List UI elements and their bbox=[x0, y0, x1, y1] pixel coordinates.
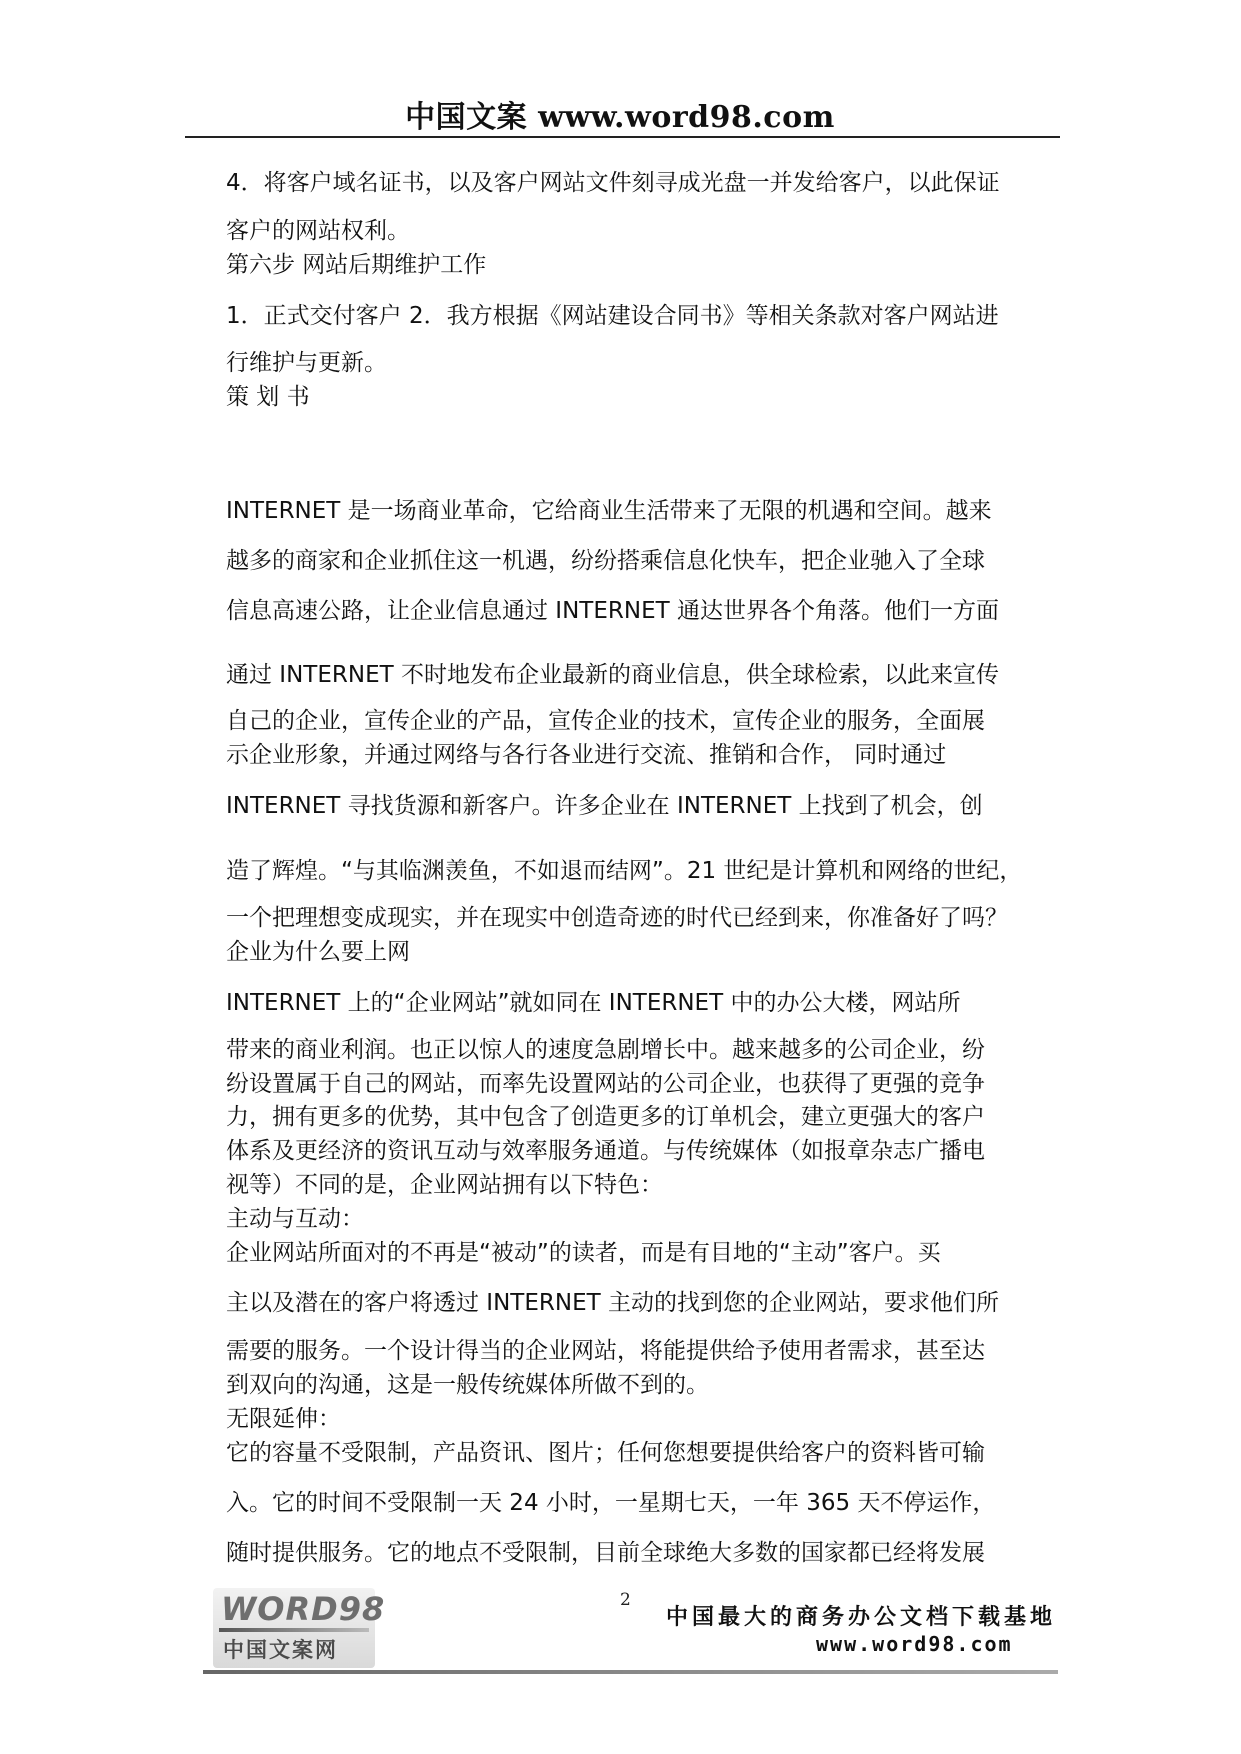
section-heading: 无限延伸： bbox=[226, 1406, 341, 1432]
body-line: 随时提供服务。它的地点不受限制，目前全球绝大多数的国家都已经将发展 bbox=[226, 1540, 985, 1566]
footer-url: www.word98.com bbox=[816, 1632, 1013, 1656]
section-heading: 策 划 书 bbox=[226, 384, 310, 410]
body-line: 造了辉煌。“与其临渊羡鱼，不如退而结网”。21 世纪是计算机和网络的世纪， bbox=[226, 858, 1023, 884]
logo-bar bbox=[219, 1628, 369, 1632]
body-line: INTERNET 寻找货源和新客户。许多企业在 INTERNET 上找到了机会，创 bbox=[226, 793, 983, 819]
body-line: 主以及潜在的客户将透过 INTERNET 主动的找到您的企业网站，要求他们所 bbox=[226, 1290, 999, 1316]
footer-slogan: 中国最大的商务办公文档下载基地 bbox=[666, 1605, 1057, 1630]
body-line: 到双向的沟通，这是一般传统媒体所做不到的。 bbox=[226, 1372, 709, 1398]
body-line: 4．将客户域名证书，以及客户网站文件刻寻成光盘一并发给客户，以此保证 bbox=[226, 170, 1000, 196]
body-line: 客户的网站权利。 bbox=[226, 218, 410, 244]
body-line: 自己的企业，宣传企业的产品，宣传企业的技术，宣传企业的服务，全面展 bbox=[226, 708, 985, 734]
section-heading: 主动与互动： bbox=[226, 1206, 364, 1232]
body-line: 企业网站所面对的不再是“被动”的读者，而是有目地的“主动”客户。买 bbox=[226, 1240, 941, 1266]
body-line: 力，拥有更多的优势，其中包含了创造更多的订单机会，建立更强大的客户 bbox=[226, 1104, 985, 1130]
body-line: 视等）不同的是，企业网站拥有以下特色： bbox=[226, 1172, 663, 1198]
body-line: INTERNET 是一场商业革命，它给商业生活带来了无限的机遇和空间。越来 bbox=[226, 498, 992, 524]
body-line: 入。它的时间不受限制一天 24 小时，一星期七天，一年 365 天不停运作， bbox=[226, 1490, 996, 1516]
body-line: 一个把理想变成现实，并在现实中创造奇迹的时代已经到来，你准备好了吗？ bbox=[226, 905, 1008, 931]
body-line: 纷设置属于自己的网站，而率先设置网站的公司企业，也获得了更强的竞争 bbox=[226, 1071, 985, 1097]
body-line: INTERNET 上的“企业网站”就如同在 INTERNET 中的办公大楼，网站所 bbox=[226, 990, 961, 1016]
logo-wordmark: WORD98 bbox=[221, 1590, 386, 1628]
body-line: 带来的商业利润。也正以惊人的速度急剧增长中。越来越多的公司企业，纷 bbox=[226, 1037, 985, 1063]
body-line: 示企业形象，并通过网络与各行各业进行交流、推销和合作， 同时通过 bbox=[226, 742, 947, 768]
section-heading: 第六步 网站后期维护工作 bbox=[226, 252, 487, 278]
header-divider bbox=[185, 136, 1060, 138]
body-line: 1．正式交付客户 2．我方根据《网站建设合同书》等相关条款对客户网站进 bbox=[226, 303, 999, 329]
footer-divider bbox=[203, 1670, 1058, 1674]
page-number: 2 bbox=[620, 1590, 631, 1610]
body-line: 通过 INTERNET 不时地发布企业最新的商业信息，供全球检索，以此来宣传 bbox=[226, 662, 999, 688]
body-line: 越多的商家和企业抓住这一机遇，纷纷搭乘信息化快车，把企业驰入了全球 bbox=[226, 548, 985, 574]
body-line: 需要的服务。一个设计得当的企业网站，将能提供给予使用者需求，甚至达 bbox=[226, 1338, 985, 1364]
page-header-title: 中国文案 www.word98.com bbox=[405, 100, 835, 135]
section-heading: 企业为什么要上网 bbox=[226, 939, 410, 965]
body-line: 信息高速公路，让企业信息通过 INTERNET 通达世界各个角落。他们一方面 bbox=[226, 598, 999, 624]
body-line: 行维护与更新。 bbox=[226, 350, 387, 376]
logo-chinese-name: 中国文案网 bbox=[223, 1638, 338, 1662]
body-line: 它的容量不受限制，产品资讯、图片；任何您想要提供给客户的资料皆可输 bbox=[226, 1440, 985, 1466]
body-line: 体系及更经济的资讯互动与效率服务通道。与传统媒体（如报章杂志广播电 bbox=[226, 1138, 985, 1164]
